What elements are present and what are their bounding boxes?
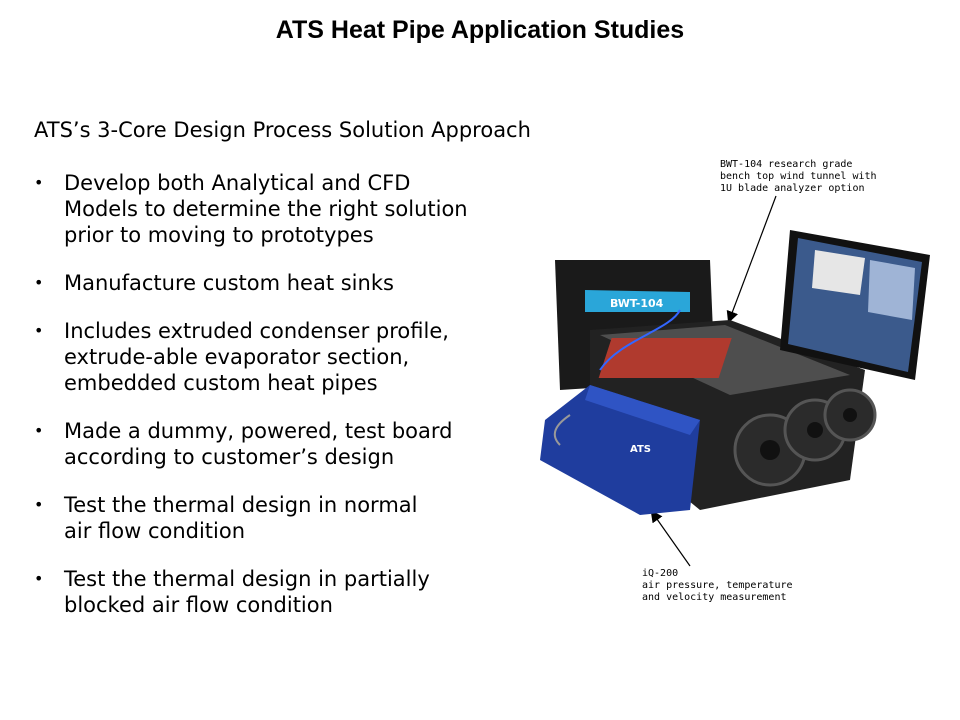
instrument-caption: iQ-200 air pressure, temperature and velocity measurement <box>642 568 793 603</box>
page-title: ATS Heat Pipe Application Studies <box>275 16 685 44</box>
bullet-dot-icon: • <box>34 173 44 192</box>
bullet-dot-icon: • <box>34 421 44 440</box>
test-board <box>599 338 732 378</box>
bullet-text: Manufacture custom heat sinks <box>64 271 394 295</box>
bullet-text: Test the thermal design in partially blocked air flow condition <box>64 567 430 617</box>
instrument-arrow <box>652 512 690 566</box>
tunnel-label: BWT-104 <box>610 297 664 310</box>
bullet-text: Develop both Analytical and CFD Models to determine the right solution prior to moving to prototypes <box>64 171 468 247</box>
bullet-dot-icon: • <box>34 273 44 292</box>
bullet-dot-icon: • <box>34 495 44 514</box>
bullet-text: Made a dummy, powered, test board according to customer’s design <box>64 419 453 469</box>
bullet-dot-icon: • <box>34 569 44 588</box>
instrument-brand: ATS <box>630 444 651 455</box>
equipment-photo <box>530 220 940 520</box>
bullet-dot-icon: • <box>34 321 44 340</box>
bullet-text: Test the thermal design in normal air flow condition <box>64 493 418 543</box>
wind-tunnel-caption: BWT-104 research grade bench top wind tunnel with 1U blade analyzer option <box>720 159 877 194</box>
bullet-text: Includes extruded condenser profile, extrude-able evaporator section, embedded custom heat pipes <box>64 319 449 395</box>
section-subtitle: ATS’s 3-Core Design Process Solution Approach <box>34 118 531 142</box>
